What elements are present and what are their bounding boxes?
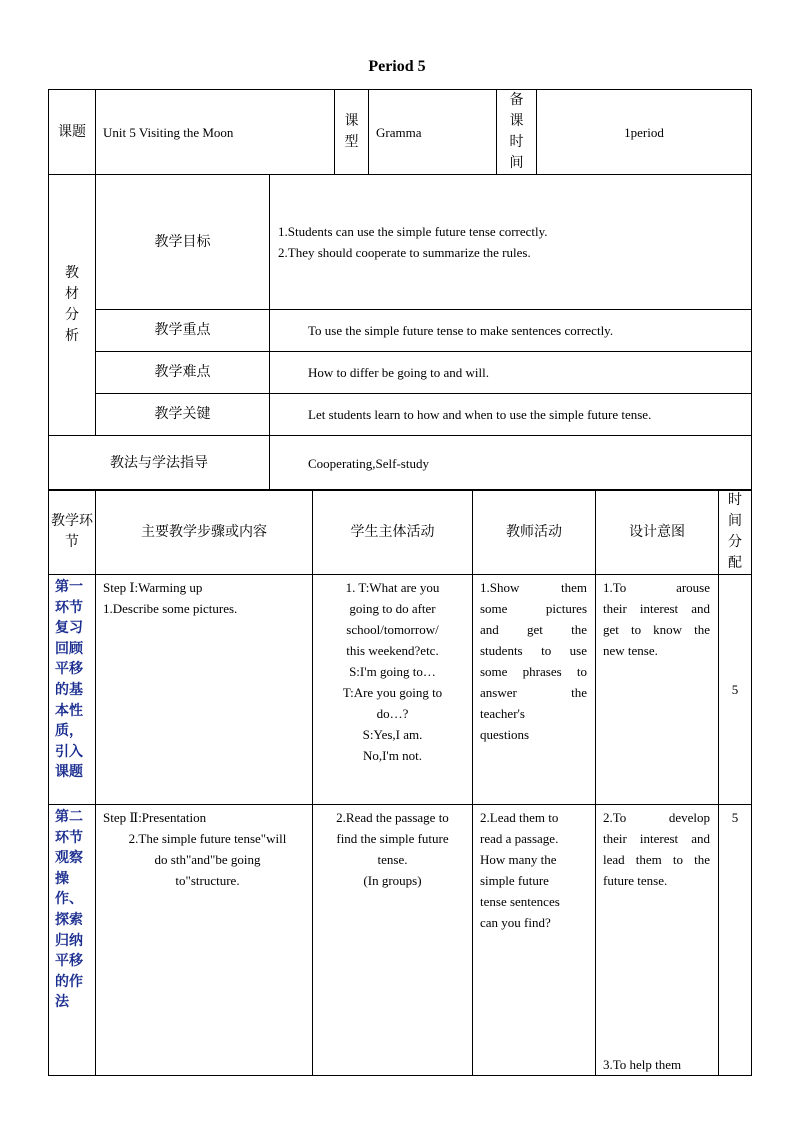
type-value: Gramma [369, 90, 497, 175]
focus-row [49, 310, 752, 352]
teacher-header: 教师活动 [473, 490, 596, 575]
goals-row [49, 175, 752, 310]
time-header: 时 间 分 配 [719, 490, 752, 575]
key-row [49, 394, 752, 436]
student-header: 学生主体活动 [313, 490, 473, 575]
prep-label: 备 课 时 间 [497, 90, 537, 175]
steps-1: Step Ⅰ:Warming up 1.Describe some pictures. [96, 575, 313, 805]
difficulty-row [49, 352, 752, 394]
method-row [49, 436, 752, 491]
teaching-process-table [48, 489, 752, 1076]
difficulty-value: How to differ be going to and will. [270, 352, 752, 394]
process-row-1 [49, 575, 752, 805]
goal-item: 2.They should cooperate to summarize the rules. [278, 245, 531, 260]
key-label: 教学关键 [96, 394, 270, 436]
topic-label: 课题 [49, 90, 96, 175]
goal-item: 1.Students can use the simple future tense correctly. [278, 224, 548, 239]
method-value: Cooperating,Self-study [270, 436, 752, 491]
difficulty-label: 教学难点 [96, 352, 270, 394]
page-title: Period 5 [368, 58, 426, 75]
intent-2: 2.To develop their interest and lead them to the future tense. 3.To help them [596, 805, 719, 1076]
time-2: 5 [719, 805, 752, 1076]
time-1: 5 [719, 575, 752, 805]
teacher-1: 1.Show them some pictures and get the students to use some phrases to answer the teacher's questions [473, 575, 596, 805]
header-row [49, 90, 752, 175]
steps-2: Step Ⅱ:Presentation 2.The simple future tense"will do sth"and"be going to"structure. [96, 805, 313, 1076]
method-label: 教法与学法指导 [49, 436, 270, 491]
intent-1: 1.To arouse their interest and get to know the new tense. [596, 575, 719, 805]
steps-header: 主要教学步骤或内容 [96, 490, 313, 575]
analysis-section-label: 教 材 分 析 [49, 175, 96, 436]
goals-label: 教学目标 [96, 175, 270, 310]
student-1: 1. T:What are you going to do after school/tomorrow/ this weekend?etc. S:I'm going to… T:Are you going to do…? S:Yes,I am. No,I'm not. [313, 575, 473, 805]
process-header-row [49, 490, 752, 575]
type-label: 课 型 [335, 90, 369, 175]
stage-header: 教学环节 [49, 490, 96, 575]
student-2: 2.Read the passage to find the simple future tense. (In groups) [313, 805, 473, 1076]
teacher-2: 2.Lead them to read a passage. How many the simple future tense sentences can you find? [473, 805, 596, 1076]
key-value: Let students learn to how and when to use the simple future tense. [270, 394, 752, 436]
lesson-info-table [48, 89, 752, 491]
prep-value: 1period [537, 90, 752, 175]
focus-value: To use the simple future tense to make sentences correctly. [270, 310, 752, 352]
goals-content [270, 175, 752, 310]
intent-2-continued: 3.To help them [603, 1057, 682, 1072]
stage-1: 第一环节复习回顾平移的基本性质，引入课题 [49, 575, 96, 805]
stage-2: 第二环节观察操作、探索归纳平移的作法 [49, 805, 96, 1076]
focus-label: 教学重点 [96, 310, 270, 352]
topic-value: Unit 5 Visiting the Moon [96, 90, 335, 175]
intent-header: 设计意图 [596, 490, 719, 575]
process-row-2 [49, 805, 752, 1076]
